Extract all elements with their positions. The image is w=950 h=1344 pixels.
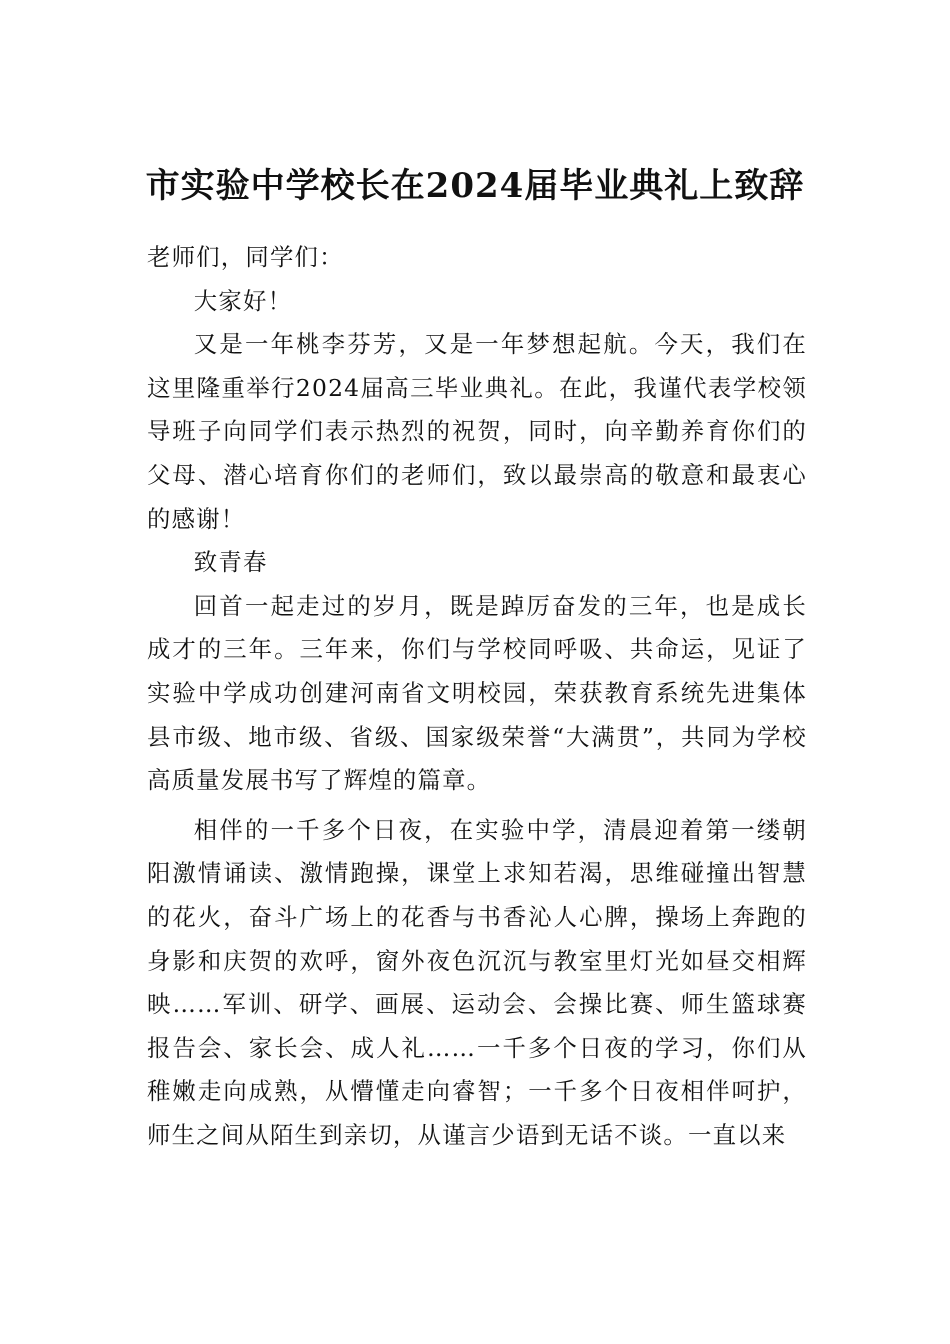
review-paragraph: 回首一起走过的岁月，既是踔厉奋发的三年，也是成长成才的三年。三年来，你们与学校同呼吸、共命运，见证了实验中学成功创建河南省文明校园，荣获教育系统先进集体县市级、地市级、省级、国家级荣誉“大满贯”，共同为学校高质量发展书写了辉煌的篇章。 [147, 591, 807, 795]
document-title: 市实验中学校长在2024届毕业典礼上致辞 [145, 166, 805, 206]
memories-paragraph: 相伴的一千多个日夜，在实验中学，清晨迎着第一缕朝阳激情诵读、激情跑操，课堂上求知若渴，思维碰撞出智慧的花火，奋斗广场上的花香与书香沁人心脾，操场上奔跑的身影和庆贺的欢呼，窗外夜色沉沉与教室里灯光如昼交相辉映……军训、研学、画展、运动会、会操比赛、师生篮球赛报告会、家长会、成人礼……一千多个日夜的学习，你们从稚嫩走向成熟，从懵懂走向睿智；一千多个日夜相伴呵护，师生之间从陌生到亲切，从谨言少语到无话不谈。一直以来 [147, 815, 807, 1149]
section-heading: 致青春 [193, 548, 268, 577]
greeting-paragraph: 大家好！ [193, 286, 293, 315]
salutation: 老师们，同学们： [147, 243, 344, 271]
document-body [147, 236, 807, 1157]
opening-paragraph: 又是一年桃李芬芳，又是一年梦想起航。今天，我们在这里隆重举行2024届高三毕业典礼。在此，我谨代表学校领导班子向同学们表示热烈的祝贺，同时，向辛勤养育你们的父母、潜心培育你们的老师们，致以最崇高的敬意和最衷心的感谢！ [147, 330, 807, 533]
